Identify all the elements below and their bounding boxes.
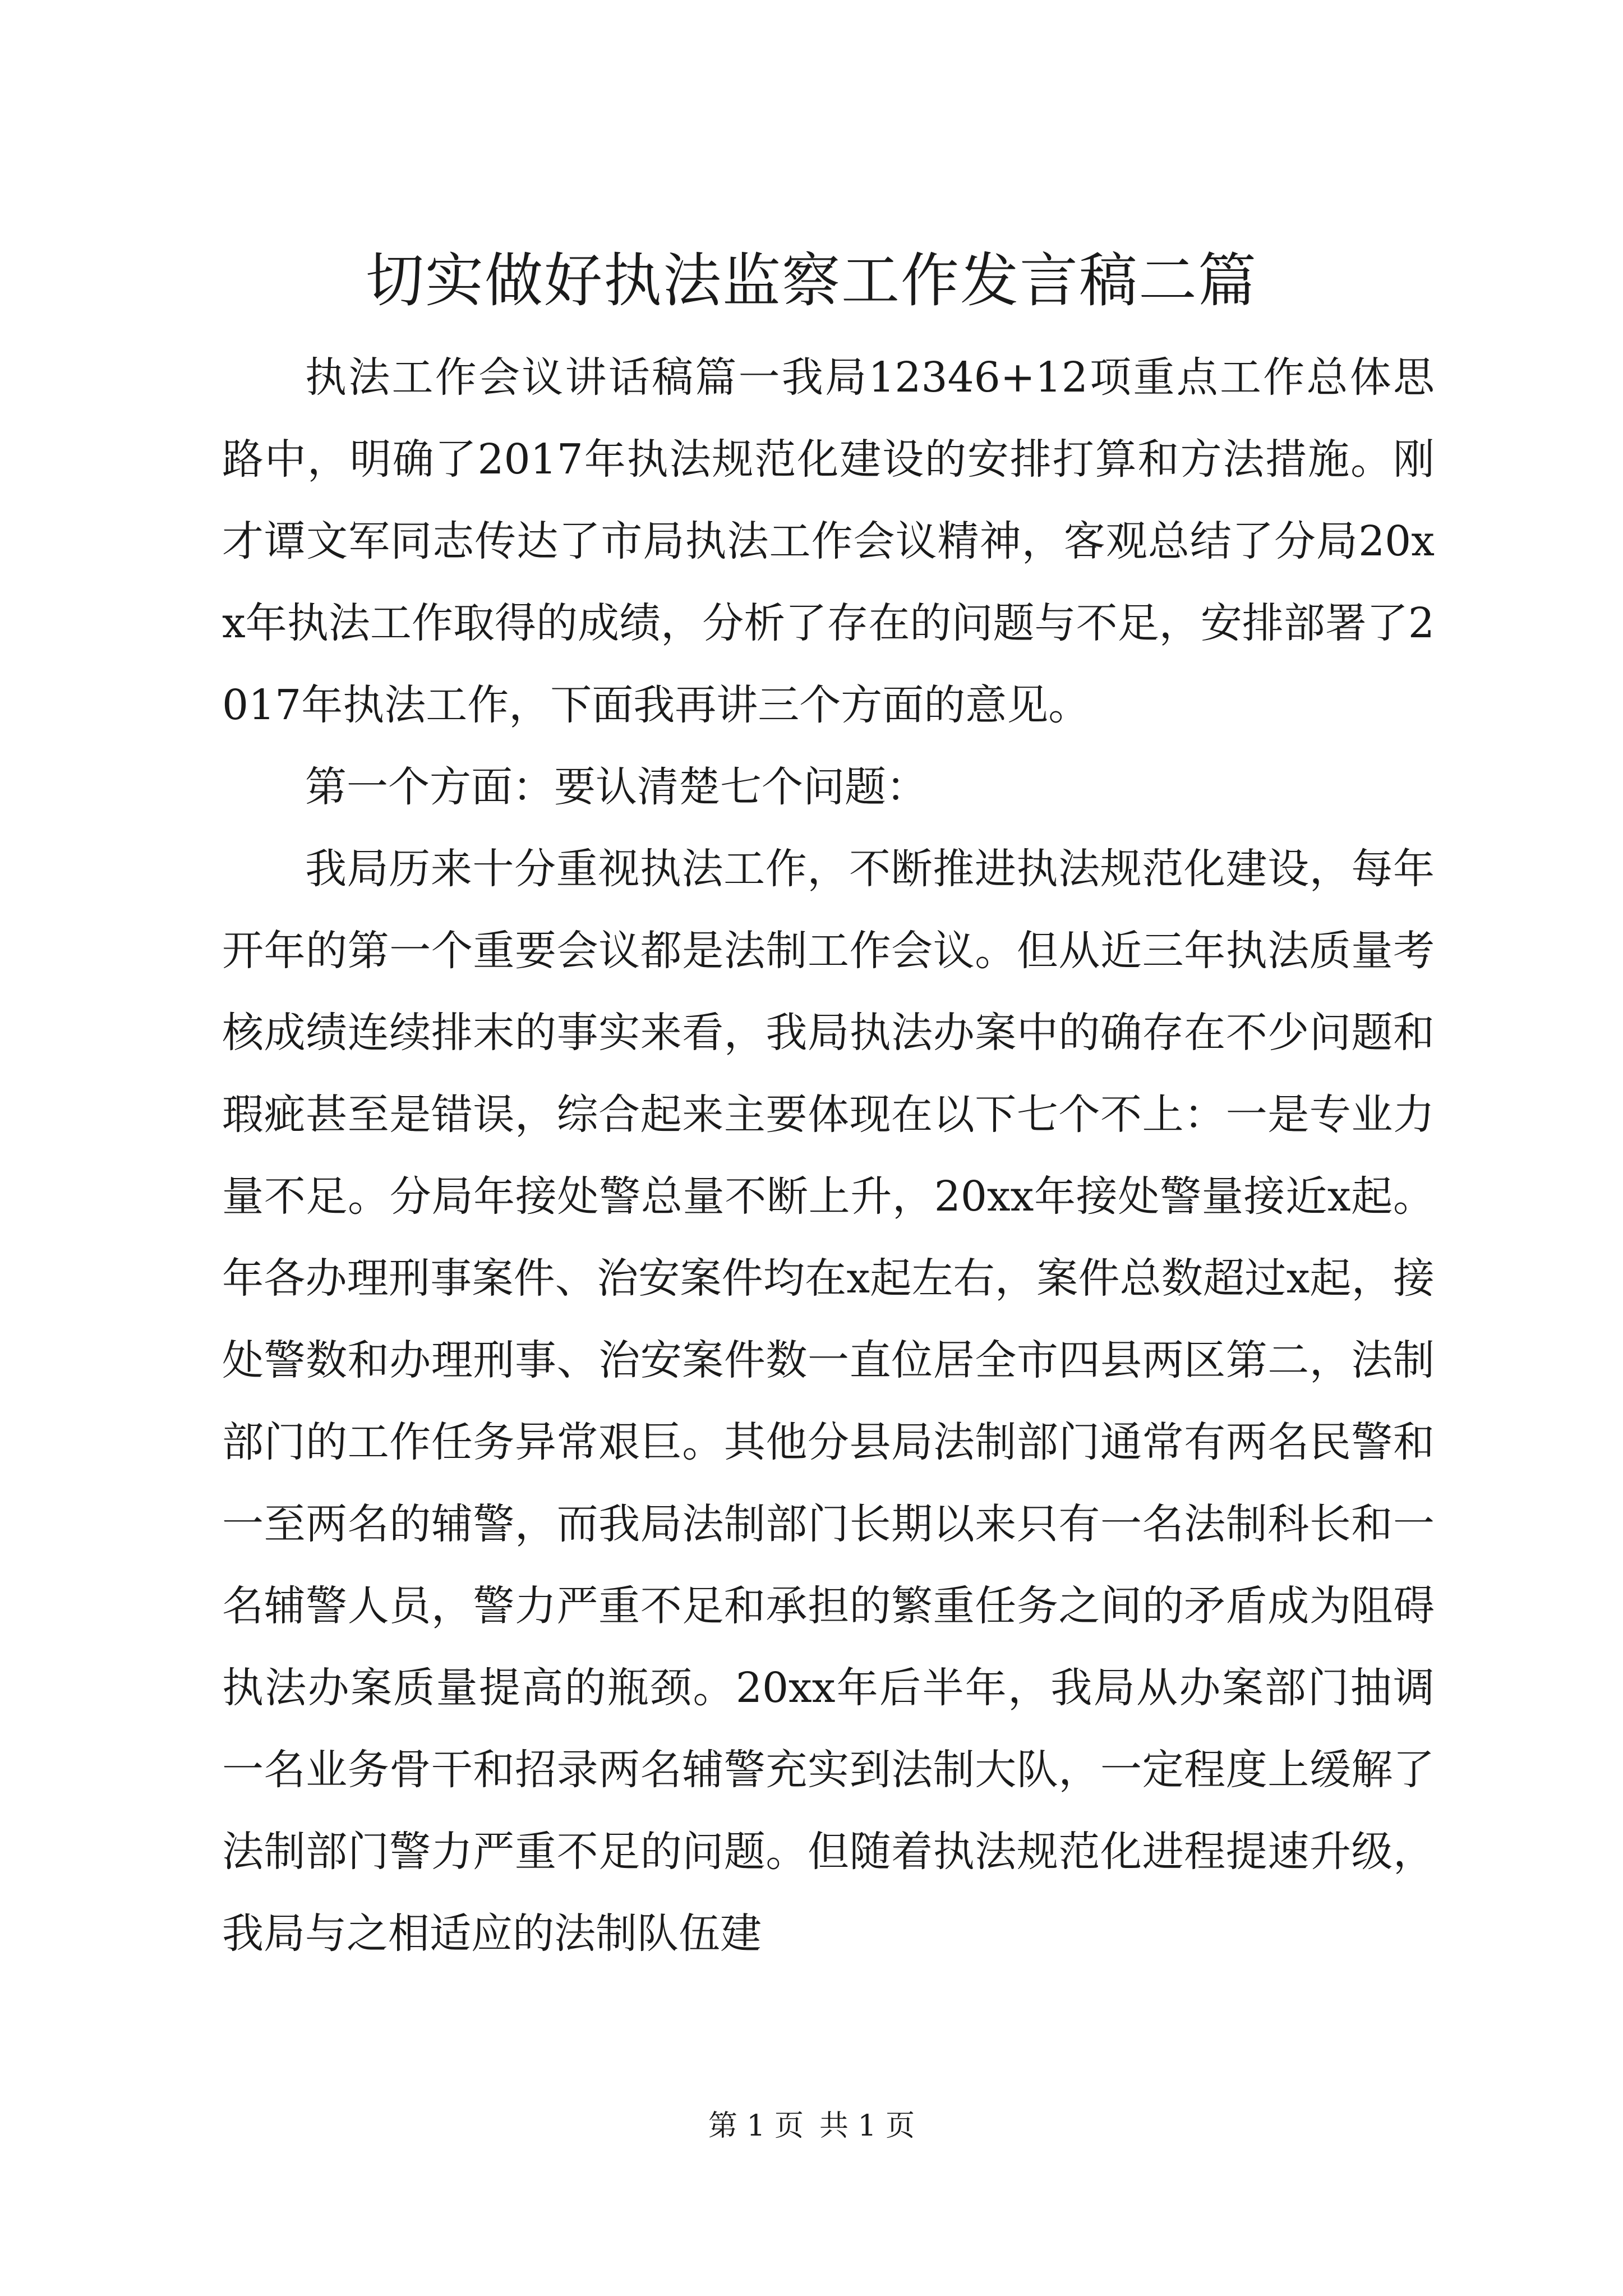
page-footer: [0, 2106, 1623, 2146]
page-number: 第 1 页: [708, 2109, 804, 2143]
paragraph-section-heading: 第一个方面：要认清楚七个问题：: [305, 763, 928, 811]
page-total: 共 1 页: [819, 2109, 915, 2143]
paragraph-issues: 我局历来十分重视执法工作，不断推进执法规范化建设，每年开年的第一个重要会议都是法制工作会议。但从近三年执法质量考核成绩连续排末的事实来看，我局执法办案中的确存在不少问题和瑕疵甚至是错误，综合起来主要体现在以下七个不上：一是专业力量不足。分局年接处警总量不断上升，20xx年接处警量接近x起。年各办理刑事案件、治安案件均在x起左右，案件总数超过x起，接处警数和办理刑事、治安案件数一直位居全市四县两区第二，法制部门的工作任务异常艰巨。其他分县局法制部门通常有两名民警和一至两名的辅警，而我局法制部门长期以来只有一名法制科长和一名辅警人员，警力严重不足和承担的繁重任务之间的矛盾成为阻碍执法办案质量提高的瓶颈。20xx年后半年，我局从办案部门抽调一名业务骨干和招录两名辅警充实到法制大队，一定程度上缓解了法制部门警力严重不足的问题。但随着执法规范化进程提速升级，我局与之相适应的法制队伍建: [222, 845, 1435, 1958]
document-title: 切实做好执法监察工作发言稿二篇: [365, 246, 1257, 315]
document-body: [222, 337, 1435, 1975]
paragraph-intro: 执法工作会议讲话稿篇一我局12346+12项重点工作总体思路中，明确了2017年执法规范化建设的安排打算和方法措施。刚才谭文军同志传达了市局执法工作会议精神，客观总结了分局20xx年执法工作取得的成绩，分析了存在的问题与不足，安排部署了2017年执法工作，下面我再讲三个方面的意见。: [222, 353, 1435, 729]
